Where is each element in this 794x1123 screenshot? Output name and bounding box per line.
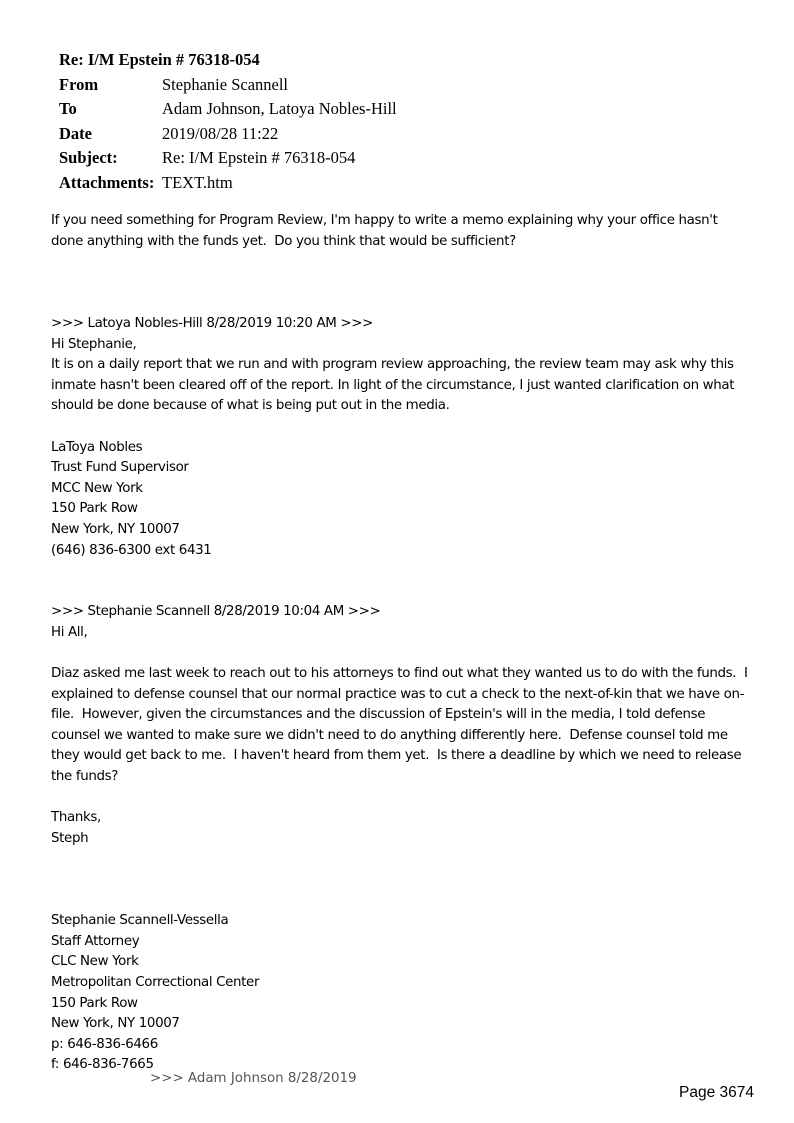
- quote-line: the funds?: [51, 769, 119, 785]
- signature-line: (646) 836-6300 ext 6431: [51, 542, 212, 558]
- subject-label: Subject:: [59, 148, 118, 167]
- attachments-value: TEXT.htm: [162, 172, 233, 192]
- quote-line: Diaz asked me last week to reach out to his attorneys to find out what they wanted us to do with the funds. I: [51, 666, 748, 682]
- closing: Thanks,: [51, 810, 101, 826]
- subject-value: Re: I/M Epstein # 76318-054: [162, 148, 356, 167]
- signature-line: 150 Park Row: [51, 501, 138, 517]
- from-value: Stephanie Scannell: [162, 74, 289, 94]
- attachments-label: Attachments:: [59, 172, 155, 192]
- signature-line: Staff Attorney: [51, 933, 140, 949]
- signature-line: New York, NY 10007: [51, 521, 180, 537]
- signature-line: CLC New York: [51, 954, 139, 970]
- quote-line: they would get back to me. I haven't heard from them yet. Is there a deadline by which we need to release: [51, 748, 742, 764]
- attachments-row: [59, 171, 397, 196]
- signature-line: p: 646-836-6466: [51, 1036, 158, 1052]
- email-title: Re: I/M Epstein # 76318-054: [59, 50, 260, 69]
- signature-line: Stephanie Scannell-Vessella: [51, 913, 229, 929]
- signature-line: Trust Fund Supervisor: [51, 460, 189, 476]
- quote-greeting: Hi All,: [51, 624, 88, 640]
- quote-header: >>> Stephanie Scannell 8/28/2019 10:04 AM >>>: [51, 604, 381, 620]
- to-label: To: [59, 99, 77, 118]
- page-number: Page 3674: [679, 1084, 754, 1101]
- reply-line: done anything with the funds yet. Do you think that would be sufficient?: [51, 233, 516, 249]
- from-label: From: [59, 74, 99, 94]
- signature-line: New York, NY 10007: [51, 1016, 180, 1032]
- date-label: Date: [59, 123, 92, 143]
- signature-line: LaToya Nobles: [51, 439, 143, 455]
- quote-greeting: Hi Stephanie,: [51, 336, 137, 352]
- truncated-quote-header: >>> Adam Johnson 8/28/2019: [150, 1071, 357, 1086]
- quote-line: file. However, given the circumstances and the discussion of Epstein's will in the media, I told defense: [51, 707, 706, 723]
- date-row: [59, 122, 397, 147]
- to-row: [59, 97, 397, 122]
- reply-line: If you need something for Program Review, I'm happy to write a memo explaining why your office hasn't: [51, 213, 718, 228]
- email-body: [51, 211, 751, 1076]
- closing-name: Steph: [51, 830, 89, 846]
- quote-header: >>> Latoya Nobles-Hill 8/28/2019 10:20 AM >>>: [51, 315, 374, 331]
- quote-line: counsel we wanted to make sure we didn't need to do anything differently here. Defense counsel told me: [51, 727, 728, 743]
- email-header: [59, 48, 397, 195]
- to-value: Adam Johnson, Latoya Nobles-Hill: [162, 99, 397, 118]
- signature-line: Metropolitan Correctional Center: [51, 975, 260, 990]
- subject-row: [59, 146, 397, 171]
- signature-line: 150 Park Row: [51, 995, 138, 1011]
- quote-line: explained to defense counsel that our normal practice was to cut a check to the next-of-kin that we have on-: [51, 686, 745, 702]
- quote-line: should be done because of what is being put out in the media.: [51, 398, 450, 414]
- signature-line: f: 646-836-7665: [51, 1057, 154, 1073]
- date-value: 2019/08/28 11:22: [162, 123, 279, 143]
- from-row: [59, 73, 397, 98]
- quote-line: inmate hasn't been cleared off of the report. In light of the circumstance, I just wanted clarification on what: [51, 377, 735, 393]
- signature-line: MCC New York: [51, 480, 143, 496]
- quote-line: It is on a daily report that we run and with program review approaching, the review team may ask why this: [51, 357, 734, 373]
